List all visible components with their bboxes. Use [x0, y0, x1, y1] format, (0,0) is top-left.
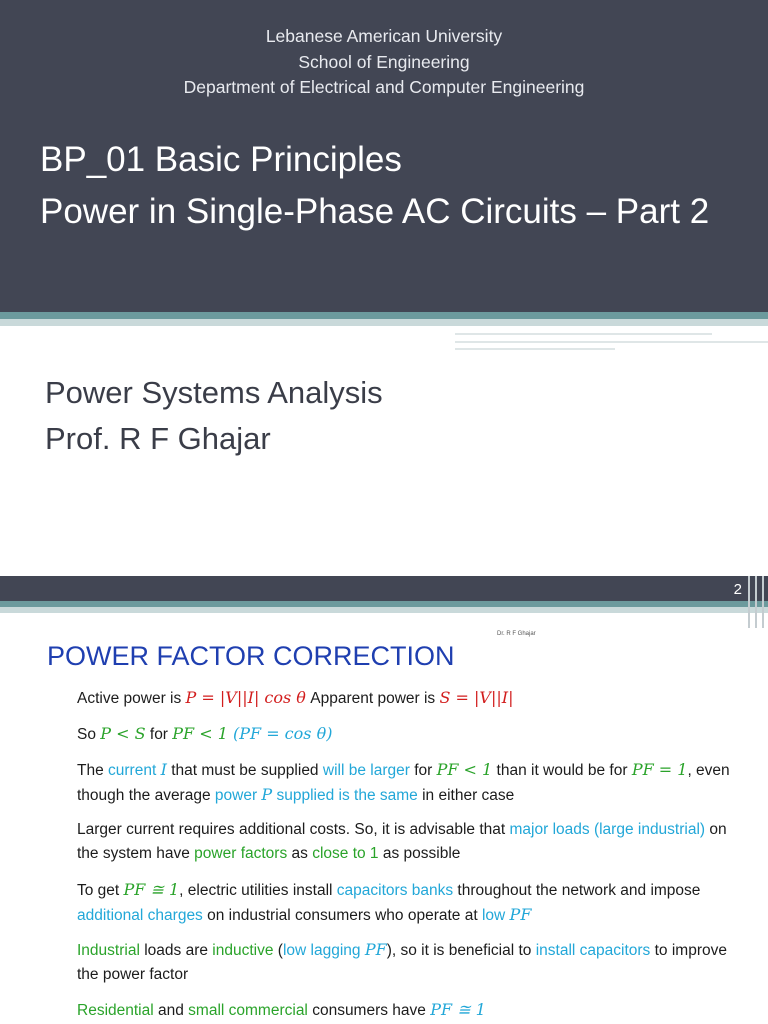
text-run: supplied is the same [272, 787, 418, 804]
equation-pf: PF [509, 905, 532, 924]
text-run: small commercial [188, 1002, 308, 1019]
slide-title-line2: Power in Single-Phase AC Circuits – Part 2 [40, 192, 710, 231]
text-run: in either case [417, 787, 515, 804]
text-run: Industrial [77, 942, 140, 959]
text-run: to improve the power factor [77, 942, 727, 983]
text-run: consumers have [307, 1002, 431, 1019]
header-stripe-light [0, 607, 768, 613]
text-run: The [77, 762, 109, 779]
text-run: power factors [194, 845, 288, 862]
text-run: close to 1 [312, 845, 379, 862]
slide-title [40, 134, 760, 238]
slide-title-line1: BP_01 Basic Principles [40, 140, 402, 179]
content-slide-header [0, 576, 768, 601]
edge-line [755, 576, 757, 628]
equation-pf: PF [364, 940, 387, 959]
course-info [45, 370, 383, 462]
institution-block [0, 24, 768, 101]
paragraph-residential [77, 998, 737, 1023]
paragraph-capacitor-banks [77, 878, 737, 928]
text-run: So [77, 726, 101, 743]
equation-current: I [160, 760, 167, 779]
professor-name: Prof. R F Ghajar [45, 421, 271, 456]
text-run: Active power is [77, 690, 186, 707]
divider-line [455, 341, 768, 343]
text-run: will be larger [322, 762, 410, 779]
equation-pf-approx-1: PF ≅ 1 [123, 880, 180, 899]
course-name: Power Systems Analysis [45, 375, 383, 410]
text-run: capacitors banks [336, 882, 454, 899]
equation-pf-equals-1: PF = 1 [631, 760, 688, 779]
text-run: install capacitors [535, 942, 651, 959]
text-run: and [153, 1002, 189, 1019]
paragraph-industrial-loads [77, 938, 737, 987]
text-run: current [108, 762, 161, 779]
text-run: low lagging [282, 942, 365, 959]
text-run: ), so it is beneficial to [386, 942, 536, 959]
edge-line [748, 576, 750, 628]
equation-pf-cos: (PF = cos θ) [227, 724, 333, 743]
text-run: ( [273, 942, 283, 959]
text-run: as [287, 845, 313, 862]
text-run: additional charges [77, 907, 203, 924]
divider-line [455, 348, 615, 350]
text-run: for [145, 726, 173, 743]
text-run: loads are [139, 942, 213, 959]
text-run: that must be supplied [166, 762, 323, 779]
text-run: for [409, 762, 437, 779]
text-run: Larger current requires additional costs. So, it is advisable that [77, 821, 510, 838]
paragraph-p-less-s [77, 722, 737, 747]
title-slide-header [0, 0, 768, 312]
page-number: 2 [733, 581, 742, 598]
divider-line [455, 333, 712, 335]
text-run: low [481, 907, 510, 924]
text-run: inductive [212, 942, 274, 959]
equation-pf-approx-1: PF ≅ 1 [430, 1000, 486, 1019]
text-run: Residential [77, 1002, 154, 1019]
equation-p-less-s: P < S [100, 724, 146, 743]
text-run: , electric utilities install [179, 882, 337, 899]
divider-stripe-teal [0, 312, 768, 319]
text-run: on industrial consumers who operate at [202, 907, 482, 924]
author-tag: Dr. R F Ghajar [497, 631, 536, 637]
text-run: Apparent power is [305, 690, 440, 707]
department-name: Department of Electrical and Computer Engineering [183, 77, 585, 97]
section-heading: POWER FACTOR CORRECTION [47, 641, 455, 671]
edge-line [762, 576, 764, 628]
equation-power: P [261, 785, 273, 804]
equation-apparent-power: S = |V||I| [439, 688, 514, 707]
text-run: major loads (large industrial) [509, 821, 706, 838]
text-run: , even though the average [77, 762, 730, 804]
text-run: as possible [378, 845, 461, 862]
paragraph-larger-current [77, 818, 737, 866]
school-name: School of Engineering [298, 51, 470, 72]
text-run: on the system have [77, 821, 727, 862]
paragraph-active-power [77, 686, 737, 711]
paragraph-current [77, 758, 737, 808]
text-run: throughout the network and impose [453, 882, 701, 899]
content-slide [0, 576, 768, 1024]
text-run: than it would be for [492, 762, 632, 779]
university-name: Lebanese American University [265, 26, 503, 46]
divider-stripe-light [0, 319, 768, 326]
equation-pf-less-1: PF < 1 [172, 724, 228, 743]
equation-pf-less-1: PF < 1 [436, 760, 493, 779]
text-run: power [214, 787, 262, 804]
text-run: To get [77, 882, 124, 899]
equation-active-power: P = |V||I| cos θ [185, 688, 306, 707]
